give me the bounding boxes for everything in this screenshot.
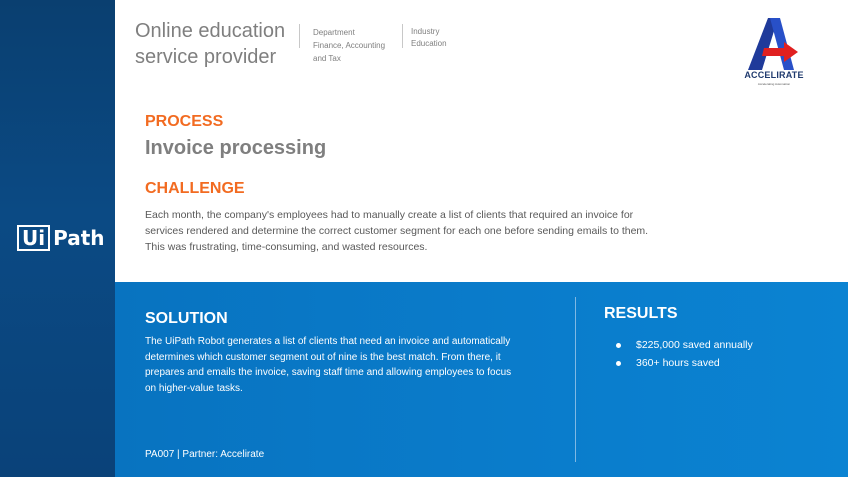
- industry-label: Industry: [411, 27, 440, 36]
- process-heading: PROCESS: [145, 113, 224, 130]
- bullet-icon: [616, 361, 621, 366]
- header-divider: [402, 24, 403, 48]
- uipath-logo-ui: Ui: [17, 225, 50, 251]
- title-line-2: service provider: [135, 46, 277, 68]
- title-line-1: Online education: [135, 20, 286, 42]
- accelirate-wordmark: ACCELIRATE: [744, 70, 804, 80]
- challenge-text: Each month, the company's employees had to manually create a list of clients that required an invoice for services rendered and determine the correct customer segment for each one before sending emails to them. This was frustrating, time-consuming, and wasted resources.: [145, 209, 649, 253]
- accelirate-logo: [728, 12, 818, 92]
- page-title: [135, 18, 295, 70]
- uipath-logo: [17, 224, 105, 252]
- department-value-line-2: and Tax: [313, 54, 341, 63]
- result-text: 360+ hours saved: [636, 357, 720, 369]
- list-item: [616, 354, 753, 372]
- industry-info: [411, 26, 481, 50]
- accelirate-tagline: Accelerating Automation: [757, 82, 791, 86]
- list-item: [616, 336, 753, 354]
- process-value: Invoice processing: [145, 137, 327, 159]
- result-text: $225,000 saved annually: [636, 339, 753, 351]
- solution-text: The UiPath Robot generates a list of clients that need an invoice and automatically determines which customer segment out of nine is the best match. From there, it prepares and emails the invoice, saving staff time and allowing employees to focus on higher-value tasks.: [145, 336, 512, 394]
- results-list: [616, 336, 753, 372]
- accelirate-logo-icon: [742, 14, 802, 72]
- sidebar: [0, 0, 115, 477]
- footer-reference: PA007 | Partner: Accelirate: [145, 449, 265, 460]
- uipath-logo-path: Path: [53, 226, 105, 250]
- department-label: Department: [313, 28, 355, 37]
- industry-value: Education: [411, 39, 447, 48]
- department-info: [313, 26, 398, 65]
- header-divider: [299, 24, 300, 48]
- challenge-heading: CHALLENGE: [145, 180, 245, 197]
- solution-heading: SOLUTION: [145, 310, 228, 327]
- results-heading: RESULTS: [604, 305, 678, 322]
- department-value-line-1: Finance, Accounting: [313, 41, 386, 50]
- panel-divider: [575, 297, 576, 462]
- bullet-icon: [616, 343, 621, 348]
